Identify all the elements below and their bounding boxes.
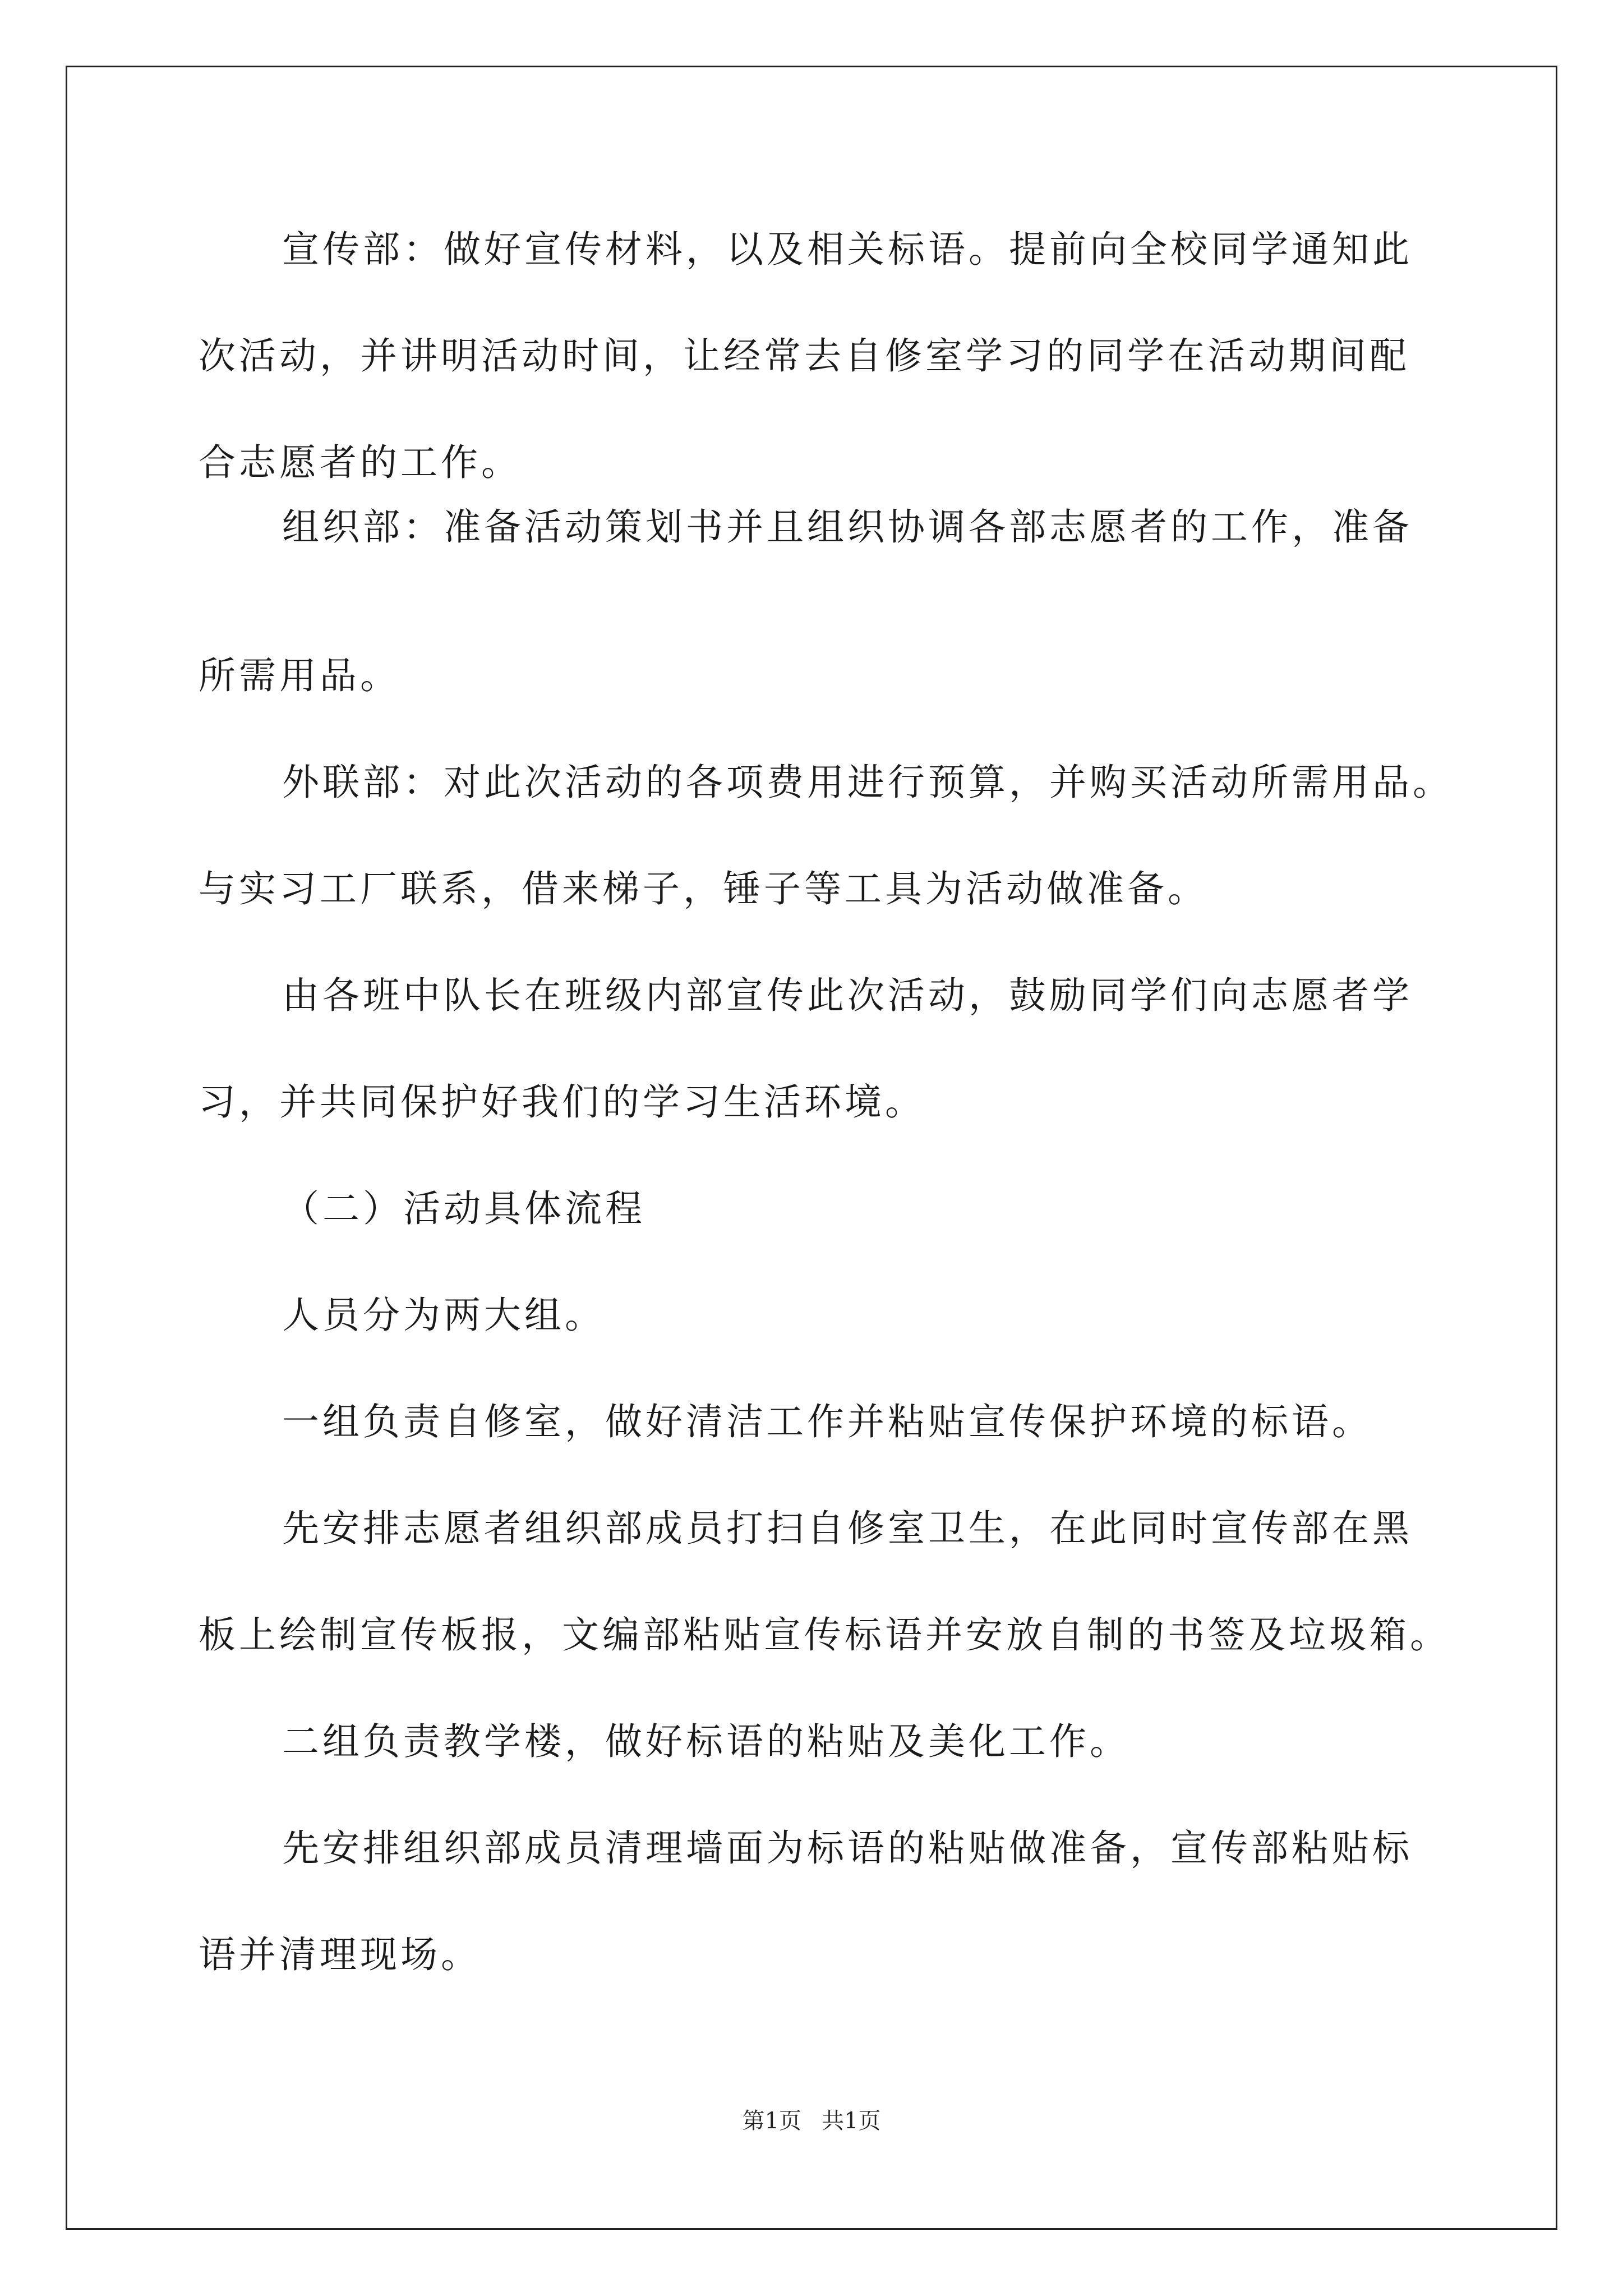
paragraph-line: 由各班中队长在班级内部宣传此次活动，鼓励同学们向志愿者学 bbox=[282, 974, 1413, 1017]
paragraph-line: 人员分为两大组。 bbox=[282, 1294, 605, 1337]
page-footer bbox=[0, 2107, 1623, 2135]
paragraph-line: 次活动，并讲明活动时间，让经常去自修室学习的同学在活动期间配 bbox=[199, 334, 1410, 378]
paragraph-line: 习，并共同保护好我们的学习生活环境。 bbox=[199, 1080, 925, 1124]
paragraph-line: 宣传部：做好宣传材料，以及相关标语。提前向全校同学通知此 bbox=[282, 228, 1413, 271]
paragraph-line: 合志愿者的工作。 bbox=[199, 441, 522, 484]
paragraph-line: 二组负责教学楼，做好标语的粘贴及美化工作。 bbox=[282, 1720, 1130, 1763]
paragraph-line: 一组负责自修室，做好清洁工作并粘贴宣传保护环境的标语。 bbox=[282, 1400, 1372, 1443]
paragraph-line: 先安排志愿者组织部成员打扫自修室卫生，在此同时宣传部在黑 bbox=[282, 1507, 1413, 1550]
paragraph-line: 与实习工厂联系，借来梯子，锤子等工具为活动做准备。 bbox=[199, 867, 1208, 910]
page-total: 共1页 bbox=[822, 2108, 881, 2134]
section-heading: （二）活动具体流程 bbox=[282, 1187, 645, 1230]
paragraph-line: 语并清理现场。 bbox=[199, 1933, 481, 1976]
paragraph-line: 板上绘制宣传板报，文编部粘贴宣传标语并安放自制的书签及垃圾箱。 bbox=[199, 1613, 1450, 1657]
paragraph-line: 外联部：对此次活动的各项费用进行预算，并购买活动所需用品。 bbox=[282, 761, 1453, 804]
page-number: 第1页 bbox=[742, 2108, 801, 2134]
paragraph-line: 先安排组织部成员清理墙面为标语的粘贴做准备，宣传部粘贴标 bbox=[282, 1826, 1413, 1870]
paragraph-line: 所需用品。 bbox=[199, 654, 400, 697]
paragraph-line: 组织部：准备活动策划书并且组织协调各部志愿者的工作，准备 bbox=[282, 505, 1413, 549]
page-border bbox=[66, 66, 1557, 2230]
